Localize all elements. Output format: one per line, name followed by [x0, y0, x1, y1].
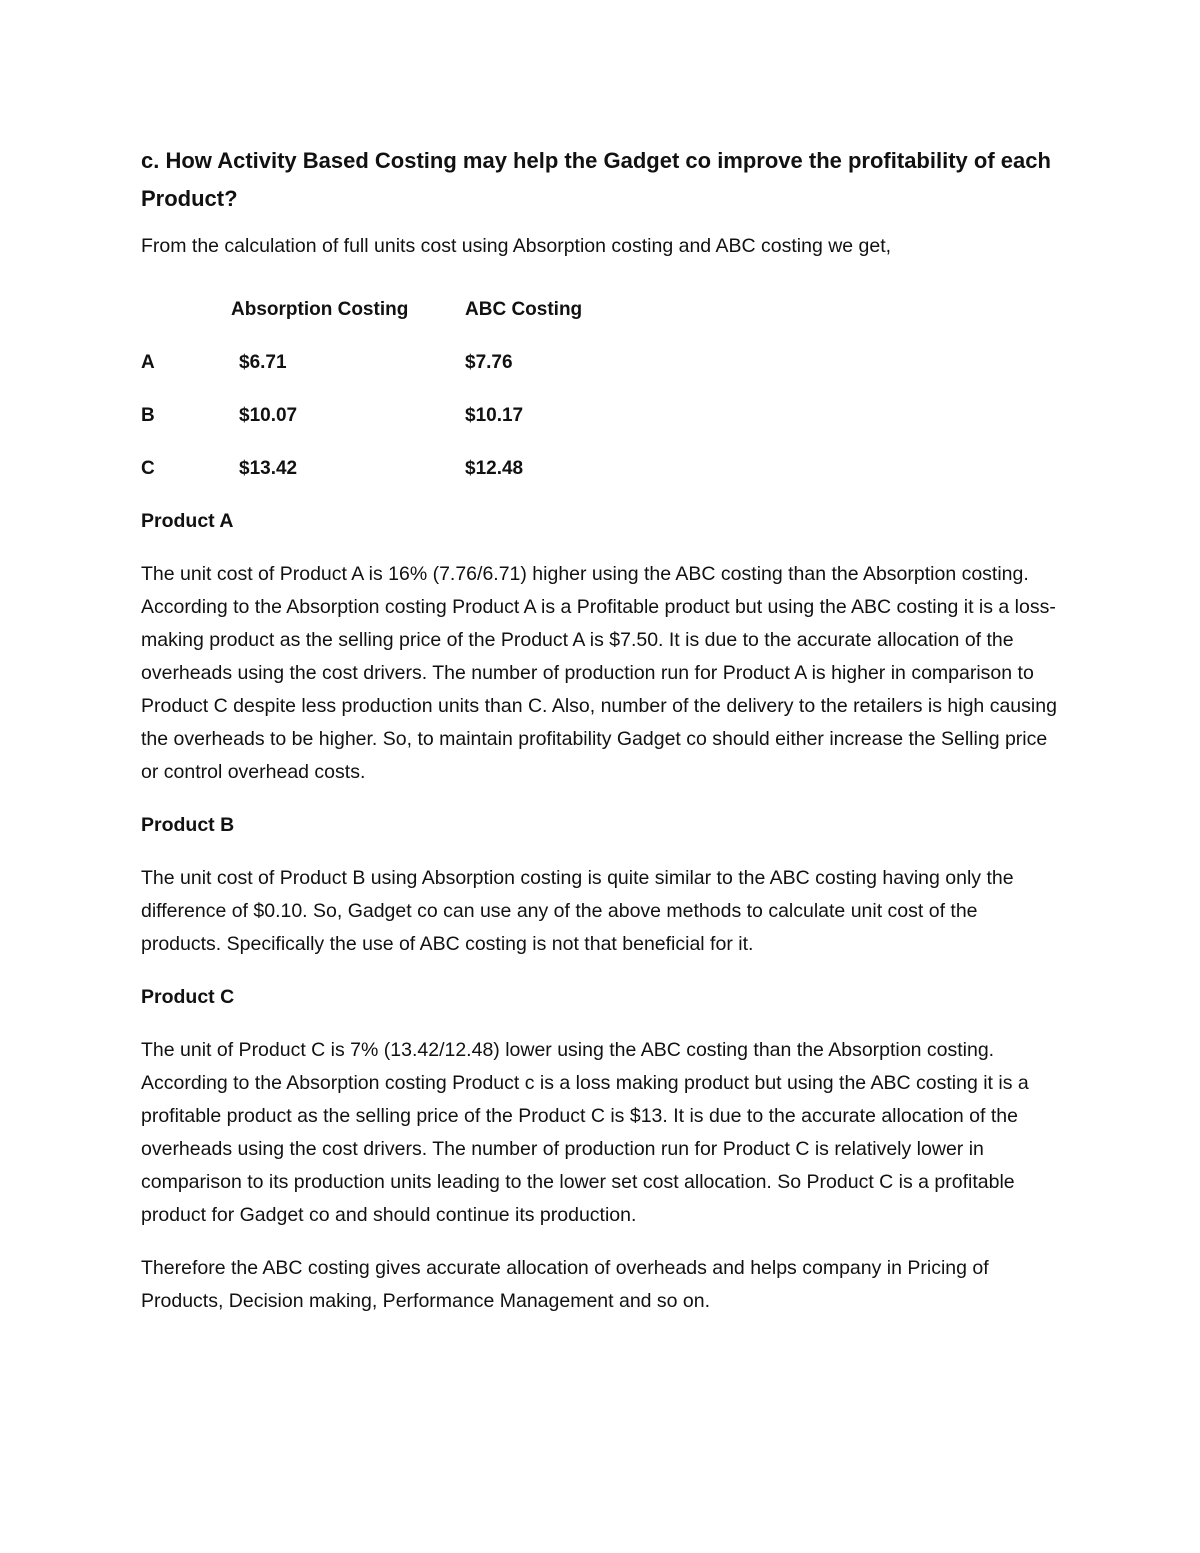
intro-paragraph: From the calculation of full units cost using Absorption costing and ABC costing we get,: [141, 235, 892, 257]
abc-cost: $10.17: [465, 404, 524, 426]
section-text-product-b: The unit cost of Product B using Absorption costing is quite similar to the ABC costing having only the difference of $0.10. So, Gadget co can use any of the above methods to calculate unit cost of the products. Specifically the use of ABC costing is not that beneficial for it.: [141, 867, 1014, 955]
section-text-product-c: The unit of Product C is 7% (13.42/12.48) lower using the ABC costing than the Absorption costing. According to the Absorption costing Product c is a loss making product but using the ABC costing it is a profitable product as the selling price of the Product C is $13. It is due to the accurate allocation of the overheads using the cost drivers. The number of production run for Product C is relatively lower in comparison to its production units leading to the lower set cost allocation. So Product C is a profitable product for Gadget co and should continue its production.: [141, 1039, 1029, 1226]
section-title-product-a: Product A: [141, 510, 234, 532]
table-row: [141, 389, 665, 442]
table-header-product: [141, 283, 231, 336]
product-label: B: [141, 404, 155, 426]
section-title-product-b: Product B: [141, 814, 235, 836]
table-header-abc: ABC Costing: [465, 298, 583, 320]
absorption-cost: $6.71: [239, 351, 287, 373]
table-row: [141, 336, 665, 389]
absorption-cost: $13.42: [239, 457, 298, 479]
section-text-product-a: The unit cost of Product A is 16% (7.76/6.71) higher using the ABC costing than the Absorption costing. According to the Absorption costing Product A is a Profitable product but using the ABC costing it is a loss-making product as the selling price of the Product A is $7.50. It is due to the accurate allocation of the overheads using the cost drivers. The number of production run for Product A is higher in comparison to Product C despite less production units than C. Also, number of the delivery to the retailers is high causing the overheads to be higher. So, to maintain profitability Gadget co should either increase the Selling price or control overhead costs.: [141, 563, 1057, 783]
section-title-product-c: Product C: [141, 986, 235, 1008]
table-header-absorption: Absorption Costing: [231, 298, 409, 320]
absorption-cost: $10.07: [239, 404, 298, 426]
table-row: [141, 442, 665, 495]
abc-cost: $7.76: [465, 351, 513, 373]
document-content: [141, 142, 1061, 1338]
product-label: C: [141, 457, 155, 479]
conclusion-paragraph: Therefore the ABC costing gives accurate allocation of overheads and helps company in Pricing of Products, Decision making, Performance Management and so on.: [141, 1257, 989, 1312]
abc-cost: $12.48: [465, 457, 524, 479]
question-heading: c. How Activity Based Costing may help the Gadget co improve the profitability of each Product?: [141, 148, 1051, 211]
unit-cost-table: [141, 283, 665, 495]
table-header-row: [141, 283, 665, 336]
product-label: A: [141, 351, 155, 373]
